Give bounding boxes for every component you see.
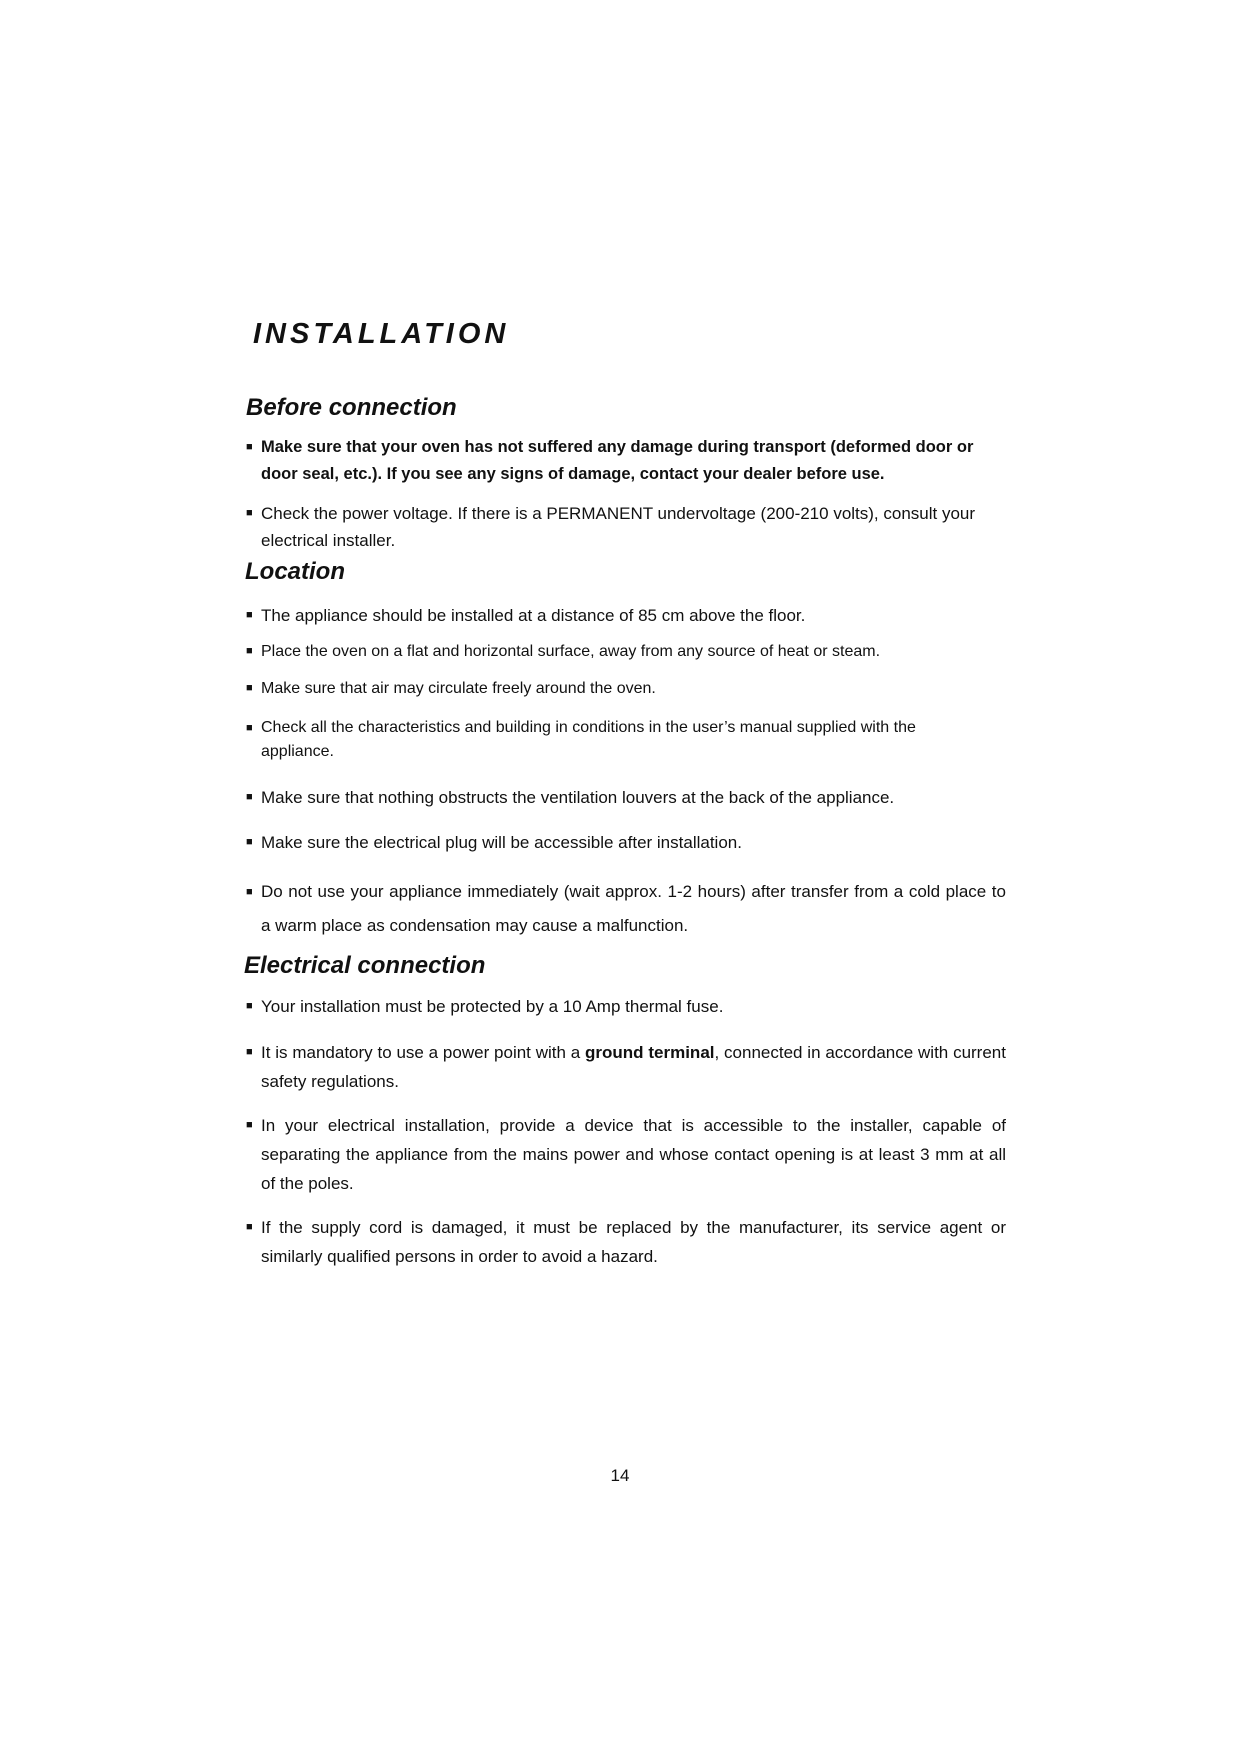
list-item-text: Place the oven on a flat and horizontal surface, away from any source of heat or steam.: [261, 643, 881, 660]
page-number: 14: [610, 1466, 630, 1485]
list-item-text: If the supply cord is damaged, it must be replaced by the manufacturer, its service agent or similarly qualified persons in order to avoid a hazard.: [261, 1218, 1006, 1266]
bullet-icon: ■: [246, 1221, 253, 1233]
list-item: [246, 675, 1006, 702]
bullet-icon: ■: [246, 441, 253, 453]
list-item-text: It is mandatory to use a power point with a ground terminal, connected in accordance with current safety regulations.: [261, 1043, 1006, 1091]
bullet-icon: ■: [246, 722, 253, 734]
list-item: [246, 638, 1006, 665]
list-item: [246, 784, 1006, 811]
before-connection-heading: Before connection: [246, 394, 457, 421]
list-item-text: Make sure that your oven has not suffered any damage during transport (deformed door or door seal, etc.). If you see any signs of damage, contact your dealer before use.: [261, 438, 974, 483]
electrical-connection-heading: Electrical connection: [244, 952, 486, 979]
list-item-text: Check the power voltage. If there is a PERMANENT undervoltage (200-210 volts), consult your electrical installer.: [261, 504, 976, 550]
bullet-icon: ■: [246, 886, 253, 898]
list-item-text: Your installation must be protected by a 10 Amp thermal fuse.: [261, 997, 724, 1016]
bullet-icon: ■: [246, 1046, 253, 1058]
bullet-icon: ■: [246, 645, 253, 657]
list-item-text: Make sure that air may circulate freely around the oven.: [261, 680, 656, 697]
list-item-text: Check all the characteristics and building in conditions in the user’s manual supplied with the appliance.: [261, 719, 916, 760]
list-item: [246, 716, 966, 764]
list-item: [246, 1213, 1006, 1271]
bullet-icon: ■: [246, 682, 253, 694]
list-item: [246, 500, 1006, 554]
list-item: [246, 602, 1006, 629]
list-item: [246, 1111, 1006, 1198]
bullet-icon: ■: [246, 836, 253, 848]
list-item-text: Do not use your appliance immediately (wait approx. 1-2 hours) after transfer from a cold place to a warm place as condensation may cause a malfunction.: [261, 882, 1006, 935]
page-title: INSTALLATION: [253, 318, 510, 350]
location-heading: Location: [245, 558, 345, 585]
list-item-text: Make sure the electrical plug will be accessible after installation.: [261, 833, 742, 852]
bullet-icon: ■: [246, 507, 253, 519]
ground-terminal-emphasis: ground terminal: [585, 1043, 715, 1062]
bullet-icon: ■: [246, 1000, 253, 1012]
bullet-icon: ■: [246, 1119, 253, 1131]
list-item: [246, 829, 1006, 856]
list-item-text: In your electrical installation, provide a device that is accessible to the installer, capable of separating the appliance from the mains power and whose contact opening is at least 3 mm at all of the poles.: [261, 1116, 1006, 1193]
bullet-icon: ■: [246, 609, 253, 621]
list-item: [246, 993, 1006, 1020]
bullet-icon: ■: [246, 791, 253, 803]
list-item-text: The appliance should be installed at a distance of 85 cm above the floor.: [261, 606, 806, 625]
list-item: [246, 434, 976, 488]
list-item-text: Make sure that nothing obstructs the ventilation louvers at the back of the appliance.: [261, 788, 895, 807]
list-item: [246, 875, 1006, 943]
list-item: [246, 1038, 1006, 1096]
